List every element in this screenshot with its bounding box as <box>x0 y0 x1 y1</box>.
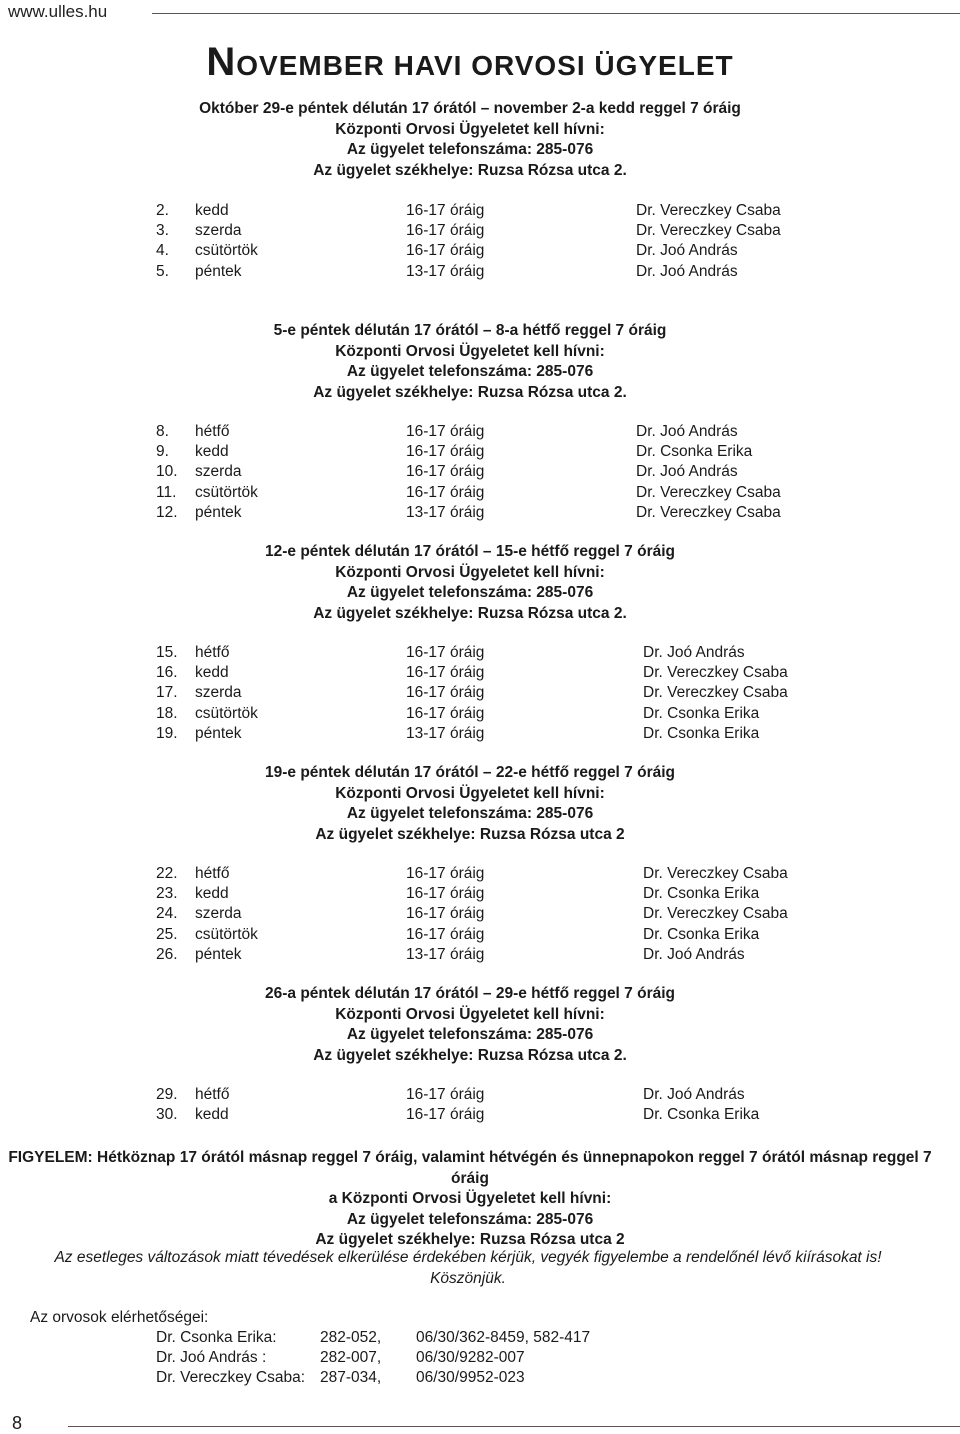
section-5-line-1: 26-a péntek délután 17 órától – 29-e hétfő reggel 7 óráig <box>264 985 675 1002</box>
section-header-5 <box>0 984 940 1066</box>
section-2-line-1: 5-e péntek délután 17 órától – 8-a hétfő reggel 7 óráig <box>273 322 667 339</box>
schedule-row: 15. hétfő 16-17 óráig Dr. Joó András <box>156 644 745 661</box>
site-url: www.ulles.hu <box>8 2 108 21</box>
attention-line-4: Az ügyelet székhelye: Ruzsa Rózsa utca 2 <box>315 1231 625 1248</box>
disclaimer-line-2: Köszönjük. <box>430 1269 506 1287</box>
schedule-row: 18. csütörtök 16-17 óráig Dr. Csonka Erika <box>156 704 760 722</box>
contacts-title: Az orvosok elérhetőségei: <box>30 1309 209 1326</box>
section-1-line-2: Központi Orvosi Ügyeletet kell hívni: <box>335 120 605 138</box>
section-4-line-4: Az ügyelet székhelye: Ruzsa Rózsa utca 2 <box>315 825 625 843</box>
section-1-line-1: Október 29-e péntek délután 17 órától – november 2-a kedd reggel 7 óráig <box>199 100 741 117</box>
section-1-line-4: Az ügyelet székhelye: Ruzsa Rózsa utca 2. <box>313 161 627 179</box>
schedule-row: 5. péntek 13-17 óráig Dr. Joó András <box>156 262 738 280</box>
schedule-row: 26. péntek 13-17 óráig Dr. Joó András <box>156 945 745 963</box>
title-initial: N <box>206 40 237 84</box>
schedule-row: 8. hétfő 16-17 óráig Dr. Joó András <box>156 423 738 440</box>
section-4-line-2: Központi Orvosi Ügyeletet kell hívni: <box>335 784 605 802</box>
schedule-row: 16. kedd 16-17 óráig Dr. Vereczkey Csaba <box>156 664 788 682</box>
section-2-line-4: Az ügyelet székhelye: Ruzsa Rózsa utca 2. <box>313 383 627 401</box>
schedule-row: 23. kedd 16-17 óráig Dr. Csonka Erika <box>156 885 760 903</box>
contact-row: Dr. Joó András : 282-007, 06/30/9282-007 <box>156 1349 525 1367</box>
top-rule <box>152 13 960 14</box>
schedule-row: 17. szerda 16-17 óráig Dr. Vereczkey Csaba <box>156 684 788 702</box>
title-rest: OVEMBER HAVI ORVOSI ÜGYELET <box>236 50 734 81</box>
page-number: 8 <box>12 1413 23 1433</box>
schedule-row: 30. kedd 16-17 óráig Dr. Csonka Erika <box>156 1106 760 1124</box>
schedule-row: 2. kedd 16-17 óráig Dr. Vereczkey Csaba <box>156 202 781 219</box>
schedule-row: 19. péntek 13-17 óráig Dr. Csonka Erika <box>156 724 760 742</box>
schedule-row: 11. csütörtök 16-17 óráig Dr. Vereczkey Csaba <box>156 483 781 501</box>
contact-row: Dr. Csonka Erika: 282-052, 06/30/362-8459, 582-417 <box>156 1329 591 1346</box>
attention-line-1: FIGYELEM: Hétköznap 17 órától másnap reggel 7 óráig, valamint hétvégén és ünnepnapokon reggel 7 órától másnap reggel 7 óráig <box>8 1149 932 1187</box>
schedule-table-3 <box>0 643 960 744</box>
schedule-table-4 <box>0 864 960 965</box>
disclaimer-line-1: Az esetleges változások miatt tévedések elkerülése érdekében kérjük, vegyék figyelembe a rendelőnél lévő kiírásokat is! <box>54 1249 882 1266</box>
section-5-line-3: Az ügyelet telefonszáma: 285-076 <box>346 1026 594 1043</box>
schedule-table-5 <box>0 1085 960 1125</box>
schedule-row: 3. szerda 16-17 óráig Dr. Vereczkey Csaba <box>156 222 781 240</box>
schedule-row: 25. csütörtök 16-17 óráig Dr. Csonka Erika <box>156 925 760 943</box>
section-3-line-2: Központi Orvosi Ügyeletet kell hívni: <box>335 563 605 581</box>
section-4-line-3: Az ügyelet telefonszáma: 285-076 <box>346 805 594 822</box>
section-5-line-4: Az ügyelet székhelye: Ruzsa Rózsa utca 2. <box>313 1046 627 1064</box>
section-header-3 <box>0 542 940 624</box>
schedule-row: 22. hétfő 16-17 óráig Dr. Vereczkey Csaba <box>156 865 788 882</box>
disclaimer-note <box>0 1248 936 1289</box>
section-3-line-1: 12-e péntek délután 17 órától – 15-e hétfő reggel 7 óráig <box>264 543 675 560</box>
section-5-line-2: Központi Orvosi Ügyeletet kell hívni: <box>335 1005 605 1023</box>
section-3-line-4: Az ügyelet székhelye: Ruzsa Rózsa utca 2. <box>313 604 627 622</box>
section-4-line-1: 19-e péntek délután 17 órától – 22-e hétfő reggel 7 óráig <box>264 764 675 781</box>
section-3-line-3: Az ügyelet telefonszáma: 285-076 <box>346 584 594 601</box>
schedule-row: 9. kedd 16-17 óráig Dr. Csonka Erika <box>156 443 753 461</box>
schedule-row: 29. hétfő 16-17 óráig Dr. Joó András <box>156 1086 745 1103</box>
section-2-line-2: Központi Orvosi Ügyeletet kell hívni: <box>335 342 605 360</box>
attention-line-2: a Központi Orvosi Ügyeletet kell hívni: <box>328 1190 612 1207</box>
section-1-line-3: Az ügyelet telefonszáma: 285-076 <box>346 141 594 158</box>
schedule-row: 4. csütörtök 16-17 óráig Dr. Joó András <box>156 242 738 260</box>
section-header-1 <box>0 99 940 181</box>
schedule-row: 24. szerda 16-17 óráig Dr. Vereczkey Csaba <box>156 905 788 923</box>
section-header-2 <box>0 321 940 403</box>
section-header-4 <box>0 763 940 845</box>
bottom-rule <box>68 1426 960 1427</box>
schedule-table-2 <box>0 422 960 523</box>
attention-line-3: Az ügyelet telefonszáma: 285-076 <box>346 1210 594 1228</box>
schedule-table-1 <box>0 201 960 282</box>
section-2-line-3: Az ügyelet telefonszáma: 285-076 <box>346 363 594 380</box>
schedule-row: 10. szerda 16-17 óráig Dr. Joó András <box>156 463 738 481</box>
attention-notice <box>0 1148 940 1251</box>
contacts-list <box>0 1328 960 1389</box>
page-title <box>0 40 940 85</box>
schedule-row: 12. péntek 13-17 óráig Dr. Vereczkey Csaba <box>156 503 781 521</box>
contact-row: Dr. Vereczkey Csaba: 287-034, 06/30/9952-023 <box>156 1369 525 1387</box>
